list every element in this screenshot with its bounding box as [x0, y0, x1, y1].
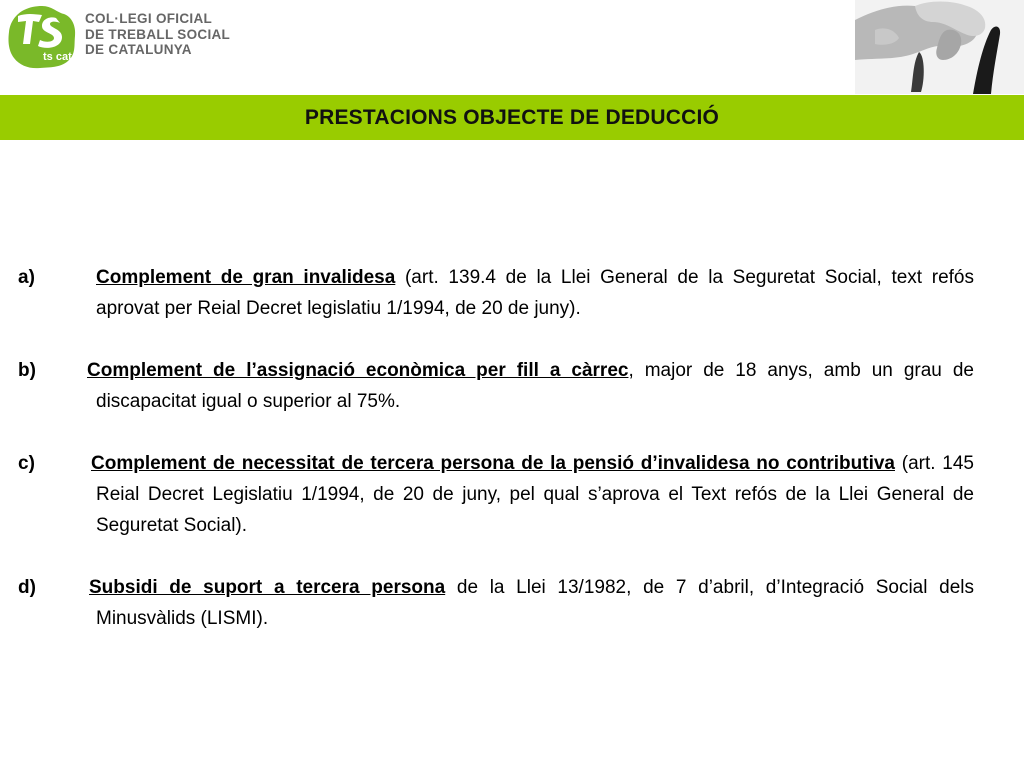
hand-cane-illustration [855, 0, 1024, 94]
header-photo-hand-cane [855, 0, 1024, 94]
slide-header [0, 0, 1024, 95]
item-marker: a) [18, 267, 35, 288]
item-marker: d) [18, 577, 36, 598]
item-lead: Complement de necessitat de tercera persona de la pensió d’invalidesa no contributiva [91, 453, 895, 474]
list-item [18, 448, 974, 541]
item-marker: c) [18, 453, 35, 474]
item-marker: b) [18, 360, 36, 381]
college-name-line-3: DE CATALUNYA [85, 42, 192, 57]
college-name-line-1: COL·LEGI OFICIAL [85, 11, 213, 26]
college-name [85, 11, 230, 58]
item-text: (art. 139.4 de la Llei General de la Seguretat Social, text refós aprovat per Reial Decret legislatiu 1/1994, de 20 de juny). [96, 267, 974, 319]
list-item [18, 572, 974, 634]
item-text: , major de 18 anys, amb un grau de discapacitat igual o superior al 75%. [96, 360, 974, 412]
item-lead: Complement de l’assignació econòmica per fill a càrrec [87, 360, 629, 381]
logo-text: ts cat [43, 51, 72, 63]
benefits-list [18, 262, 974, 665]
slide-title: PRESTACIONS OBJECTE DE DEDUCCIÓ [304, 106, 720, 129]
college-logo [6, 4, 78, 70]
item-text: (art. 145 Reial Decret Legislatiu 1/1994, de 20 de juny, pel qual s’aprova el Text refós de la Llei General de Seguretat Social). [96, 453, 974, 536]
item-text: de la Llei 13/1982, de 7 d’abril, d’Integració Social dels Minusvàlids (LISMI). [96, 577, 974, 629]
item-lead: Complement de gran invalidesa [96, 267, 396, 288]
item-lead: Subsidi de suport a tercera persona [89, 577, 446, 598]
list-item [18, 355, 974, 417]
college-name-line-2: DE TREBALL SOCIAL [85, 26, 231, 42]
list-item [18, 262, 974, 324]
